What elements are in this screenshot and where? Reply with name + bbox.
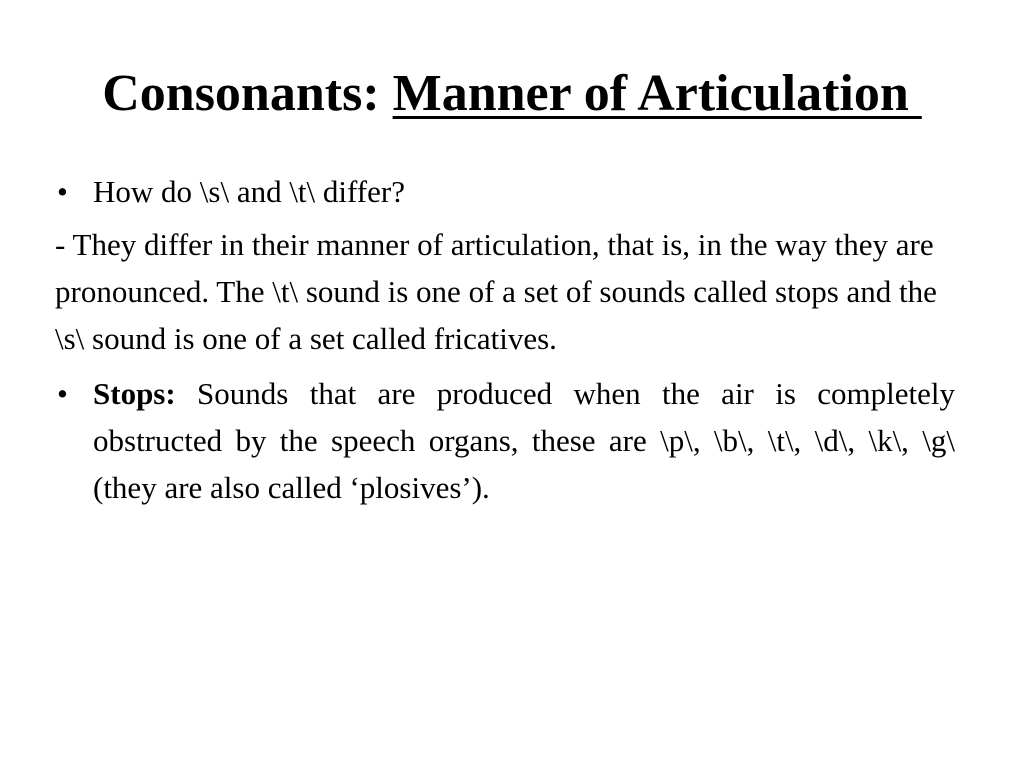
bullet-item-question — [55, 168, 955, 215]
bullet-item-stops — [55, 370, 955, 511]
title-underlined: Manner of Articulation — [392, 65, 922, 122]
stops-definition: Sounds that are produced when the air is completely obstructed by the speech organs, these are \p\, \b\, \t\, \d\, \k\, \g\ (they are also called ‘plosives’). — [93, 376, 955, 505]
slide-title — [0, 64, 1024, 124]
bullet-icon: • — [57, 376, 68, 411]
title-prefix: Consonants: — [102, 65, 393, 122]
answer-paragraph: - They differ in their manner of articulation, that is, in the way they are pronounced. The \t\ sound is one of a set of sounds called stops and the \s\ sound is one of a set called fricatives. — [55, 227, 937, 356]
stops-term: Stops: — [93, 376, 176, 411]
slide-body — [55, 168, 955, 511]
bullet-text: How do \s\ and \t\ differ? — [93, 174, 405, 209]
bullet-icon: • — [57, 174, 68, 209]
